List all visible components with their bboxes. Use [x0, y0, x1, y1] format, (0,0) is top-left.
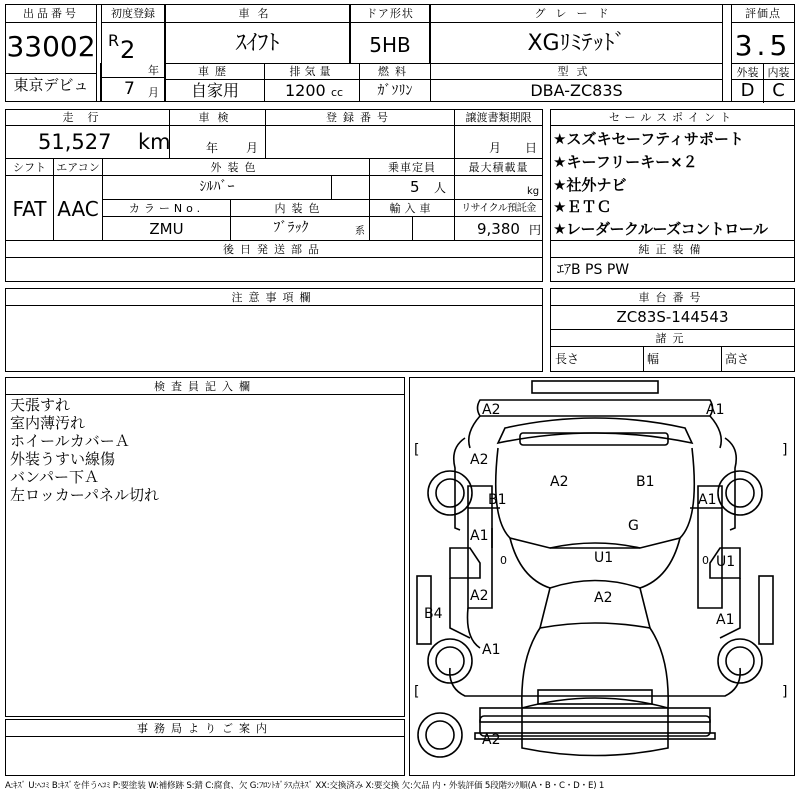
model-label: 型式 — [557, 65, 596, 78]
side-zero-right: 0 — [702, 554, 709, 567]
inspector-label: 検査員記入欄 — [154, 380, 256, 393]
score-label: 評価点 — [745, 7, 781, 20]
bracket-right-bottom: ] — [782, 684, 788, 700]
inspection-cell — [169, 109, 266, 159]
mark-rear-right: A1 — [706, 402, 725, 418]
bracket-right-top: ] — [782, 442, 788, 458]
inspector-note-3: ホイールカバーＡ — [10, 432, 130, 450]
recycle-cell — [454, 199, 543, 241]
load-cell — [454, 158, 543, 200]
year-unit: 年 — [148, 64, 159, 77]
chassis-label: 車台番号 — [638, 291, 707, 304]
venue: 東京デビュ — [13, 76, 89, 94]
color-no-label: カラーNo. — [128, 202, 205, 215]
later-parts-label: 後日発送部品 — [223, 243, 325, 256]
height-label: 高さ — [725, 352, 750, 366]
inspector-note-1: 天張すれ — [10, 396, 71, 414]
first-reg-label: 初度登録 — [111, 7, 155, 20]
mileage-unit: km — [138, 130, 171, 154]
mark-glass: G — [628, 518, 639, 534]
inspector-note-2: 室内薄汚れ — [10, 414, 86, 432]
mark-roof-right: B1 — [636, 474, 655, 490]
grade-label: グレード — [534, 7, 619, 20]
shift-label: シフト — [13, 161, 46, 174]
shift-cell — [5, 158, 54, 241]
office-cell — [5, 719, 405, 776]
genuine-cell — [550, 240, 795, 282]
inspector-cell — [5, 377, 405, 717]
inspection-label: 車検 — [198, 111, 237, 124]
mark-right-front: A1 — [716, 612, 735, 628]
score: 3.5 — [734, 29, 792, 62]
capacity-label: 乗車定員 — [388, 161, 436, 174]
mark-left-rear-fender: A2 — [470, 452, 489, 468]
first-registration-cell — [101, 4, 165, 102]
inspector-note-5: バンパー下Ａ — [10, 468, 99, 486]
mark-right-rear-wheel: A1 — [698, 492, 717, 508]
grade-cell — [430, 4, 723, 64]
mark-rear-left: A2 — [482, 402, 501, 418]
car-name-label: 車名 — [238, 7, 277, 20]
sales-point-1: ★スズキセーフティサポート — [553, 130, 744, 148]
sales-point-4: ★ＥＴＣ — [553, 198, 612, 216]
year-num: 2 — [120, 36, 136, 64]
damage-diagram — [409, 377, 795, 776]
plate-cell — [265, 109, 455, 159]
interior-label: 内装 — [767, 66, 790, 79]
sales-point-2: ★キーフリーキー×２ — [553, 153, 698, 171]
recycle: 9,380 — [477, 220, 520, 238]
legend: A:ｷｽﾞ U:ﾍｺﾐ B:ｷｽﾞを伴うﾍｺﾐ P:要塗装 W:補修跡 S:錆 C:腐食、欠 G:ﾌﾛﾝﾄｶﾞﾗｽ点ｷｽﾞ XX:交換済み X:要交換 欠:欠品 内・外装評価 5段階ﾗﾝｸ順(A・B・C・D・E) 1 — [5, 781, 605, 791]
era: R — [108, 31, 120, 50]
exterior-label: 外装 — [736, 66, 759, 79]
exterior-score: D — [740, 80, 755, 101]
int-color: ﾌﾞﾗｯｸ — [273, 220, 309, 236]
ext-color-cell — [102, 158, 370, 200]
dims-label: 諸元 — [655, 332, 690, 345]
color-no: ZMU — [149, 220, 184, 238]
door-cell — [350, 4, 430, 64]
car-name-cell — [165, 4, 350, 64]
inspector-note-4: 外装うすい線傷 — [10, 450, 116, 468]
history: 自家用 — [190, 81, 239, 100]
door-label: ドア形状 — [366, 7, 414, 20]
mark-left-front-door: A2 — [470, 588, 489, 604]
history-cell — [165, 63, 265, 102]
office-label: 事務局よりご案内 — [137, 722, 273, 735]
mark-left-front: A1 — [482, 642, 501, 658]
inspection-month: 月 — [246, 141, 259, 155]
lot-label: 出品番号 — [23, 7, 79, 20]
int-color-cell — [230, 199, 370, 241]
displacement: 1200 — [285, 81, 326, 100]
ac: AAC — [57, 197, 99, 221]
chassis-number: ZC83S-144543 — [616, 308, 729, 326]
sales-label: セールスポイント — [608, 111, 736, 124]
mark-front-bumper: A2 — [482, 732, 501, 748]
color-no-cell — [102, 199, 231, 241]
mileage-cell — [5, 109, 170, 159]
mark-left-rocker: B4 — [424, 606, 443, 622]
mark-hood: A2 — [594, 590, 613, 606]
ac-cell — [53, 158, 103, 241]
caution-label: 注意事項欄 — [231, 291, 317, 304]
genuine-label: 純正装備 — [638, 243, 707, 256]
mark-left-door: A1 — [470, 528, 489, 544]
caution-cell — [5, 288, 543, 372]
later-parts-cell — [5, 240, 543, 282]
mark-center: U1 — [594, 550, 614, 566]
load-unit: kg — [527, 186, 540, 197]
chassis-cell — [550, 288, 795, 372]
inspection-year: 年 — [206, 141, 219, 155]
mark-left-rear-wheel: B1 — [488, 492, 507, 508]
mileage-label: 走行 — [62, 111, 113, 124]
sales-point-3: ★社外ナビ — [553, 176, 627, 194]
plate-label: 登録番号 — [326, 111, 394, 124]
mark-right-door: U1 — [716, 554, 736, 570]
model-cell — [430, 63, 723, 102]
int-color-suffix: 系 — [355, 226, 365, 237]
transfer-month: 月 — [489, 141, 502, 155]
inspector-note-6: 左ロッカーパネル切れ — [10, 486, 159, 504]
capacity-cell — [369, 158, 455, 200]
displacement-cell — [264, 63, 360, 102]
recycle-label: リサイクル預託金 — [461, 203, 536, 214]
lot-cell — [5, 4, 97, 102]
score-cell — [731, 4, 795, 102]
transfer-cell — [454, 109, 543, 159]
side-zero-left: 0 — [500, 554, 507, 567]
fuel-label: 燃料 — [378, 65, 412, 78]
mark-roof-left: A2 — [550, 474, 569, 490]
fuel-cell — [359, 63, 431, 102]
transfer-day: 日 — [525, 141, 538, 155]
recycle-unit: 円 — [529, 223, 542, 237]
capacity-unit: 人 — [434, 181, 447, 195]
month-num: 7 — [124, 79, 135, 99]
sales-points-cell — [550, 109, 795, 241]
ext-color: ｼﾙﾊﾞｰ — [199, 179, 235, 195]
ext-color-label: 外装色 — [210, 161, 262, 174]
car-diagram-svg — [410, 378, 794, 775]
door: 5HB — [369, 33, 411, 57]
import-label: 輸入車 — [389, 202, 435, 215]
bracket-left-bottom: [ — [414, 684, 420, 700]
sales-point-5: ★レーダークルーズコントロール — [553, 220, 768, 238]
month-unit: 月 — [148, 86, 159, 99]
import-cell — [369, 199, 455, 241]
int-color-label: 内装色 — [274, 202, 326, 215]
car-name: ｽｲﾌﾄ — [235, 31, 280, 56]
lot-number: 33002 — [6, 30, 96, 63]
width-label: 幅 — [647, 352, 660, 366]
history-label: 車歴 — [198, 65, 232, 78]
mileage: 51,527 — [38, 130, 112, 154]
displacement-label: 排気量 — [289, 65, 335, 78]
bracket-left-top: [ — [414, 442, 420, 458]
capacity: 5 — [410, 178, 420, 196]
displacement-unit: cc — [331, 86, 344, 99]
model: DBA-ZC83S — [530, 81, 623, 100]
interior-score: C — [772, 80, 785, 101]
fuel: ｶﾞｿﾘﾝ — [377, 83, 413, 99]
load-label: 最大積載量 — [468, 161, 529, 174]
shift: FAT — [12, 197, 47, 221]
length-label: 長さ — [555, 352, 580, 366]
genuine: ｴｱB PS PW — [557, 262, 630, 278]
transfer-label: 譲渡書類期限 — [465, 111, 532, 124]
grade: XGﾘﾐﾃｯﾄﾞ — [527, 31, 626, 56]
ac-label: エアコン — [56, 161, 100, 174]
